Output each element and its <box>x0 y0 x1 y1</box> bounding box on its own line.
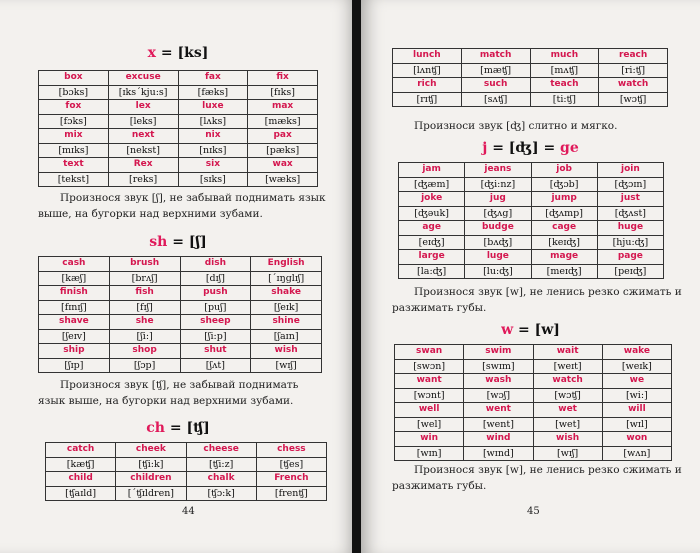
transcription-cell: [fæks] <box>178 85 248 100</box>
word-row <box>39 158 318 173</box>
word-row <box>393 49 668 64</box>
word-cell: match <box>461 49 530 64</box>
j-heading-letter: j <box>482 140 488 156</box>
transcription-cell: [mʌʧ] <box>530 63 599 78</box>
word-cell: ship <box>39 344 110 359</box>
transcription-row <box>399 206 664 221</box>
transcription-cell: [wɪʃ] <box>533 446 602 461</box>
word-cell: job <box>531 163 597 178</box>
transcription-row <box>399 235 664 250</box>
word-cell: well <box>395 403 464 418</box>
x-table <box>38 70 318 187</box>
ch-heading-letter: ch <box>146 420 165 436</box>
transcription-cell: [meɪʤ] <box>531 264 597 279</box>
transcription-cell: [mæʧ] <box>461 63 530 78</box>
word-cell: push <box>180 286 251 301</box>
transcription-cell: [ʧi:z] <box>186 457 256 472</box>
transcription-cell: [leks] <box>108 114 178 129</box>
word-cell: jug <box>465 192 531 207</box>
transcription-cell: [ʧaɪld] <box>46 486 116 501</box>
word-row <box>39 257 322 272</box>
word-cell: wish <box>251 344 322 359</box>
j-heading-sound: = [ʤ] = <box>487 140 561 156</box>
transcription-cell: [rɪʧ] <box>393 92 462 107</box>
transcription-cell: [eɪʤ] <box>399 235 465 250</box>
transcription-row <box>393 63 668 78</box>
transcription-cell: [ʧes] <box>256 457 326 472</box>
transcription-cell: [wɪn] <box>395 446 464 461</box>
transcription-cell: [puʃ] <box>180 300 251 315</box>
word-cell: max <box>248 100 318 115</box>
sh-instruction: Произнося звук [ʃ], не забывай поднимать язык выше, на бугорки над верхними зубами. <box>38 192 326 220</box>
word-cell: fix <box>248 71 318 86</box>
transcription-cell: [ɪks´kju:s] <box>108 85 178 100</box>
transcription-cell: [wel] <box>395 417 464 432</box>
transcription-cell: [weɪk] <box>602 359 671 374</box>
word-cell: went <box>464 403 533 418</box>
word-cell: swan <box>395 345 464 360</box>
word-cell: lex <box>108 100 178 115</box>
word-row <box>39 286 322 301</box>
transcription-cell: [bʌʤ] <box>465 235 531 250</box>
ch-continued-table <box>392 48 668 107</box>
transcription-row <box>399 264 664 279</box>
w-instruction: Произнося звук [w], не ленись резко сжимать и разжимать губы. <box>392 286 682 314</box>
transcription-row <box>39 85 318 100</box>
transcription-row <box>39 300 322 315</box>
word-cell: join <box>597 163 663 178</box>
transcription-cell: [lʌnʧ] <box>393 63 462 78</box>
transcription-row <box>39 358 322 373</box>
transcription-cell: [dɪʃ] <box>180 271 251 286</box>
transcription-cell: [fɔks] <box>39 114 109 129</box>
word-cell: six <box>178 158 248 173</box>
transcription-row <box>39 271 322 286</box>
ch-heading <box>0 420 356 436</box>
ch-heading-sound: = [ʧ] <box>164 420 210 436</box>
word-row <box>39 129 318 144</box>
word-cell: cheese <box>186 443 256 458</box>
transcription-cell: [ʃʌt] <box>180 358 251 373</box>
transcription-cell: [ʤəuk] <box>399 206 465 221</box>
word-row <box>395 345 672 360</box>
word-cell: large <box>399 250 465 265</box>
word-cell: child <box>46 472 116 487</box>
transcription-cell: [wɔʃ] <box>464 388 533 403</box>
word-row <box>395 432 672 447</box>
transcription-cell: [ri:ʧ] <box>599 63 668 78</box>
word-cell: catch <box>46 443 116 458</box>
transcription-row <box>393 92 668 107</box>
transcription-cell: [sʌʧ] <box>461 92 530 107</box>
word-row <box>395 403 672 418</box>
transcription-cell: [swɪm] <box>464 359 533 374</box>
word-row <box>46 443 327 458</box>
transcription-cell: [mæks] <box>248 114 318 129</box>
transcription-cell: [ʧi:k] <box>116 457 186 472</box>
transcription-cell: [reks] <box>108 172 178 187</box>
word-cell: excuse <box>108 71 178 86</box>
transcription-row <box>46 457 327 472</box>
transcription-cell: [peɪʤ] <box>597 264 663 279</box>
transcription-cell: [sɪks] <box>178 172 248 187</box>
word-cell: jump <box>531 192 597 207</box>
word-cell: much <box>530 49 599 64</box>
transcription-row <box>395 446 672 461</box>
x-heading <box>0 45 356 61</box>
word-cell: such <box>461 78 530 93</box>
transcription-cell: [ʃi:p] <box>180 329 251 344</box>
transcription-cell: [ʃeɪk] <box>251 300 322 315</box>
transcription-cell: [lu:ʤ] <box>465 264 531 279</box>
transcription-row <box>399 177 664 192</box>
word-cell: we <box>602 374 671 389</box>
transcription-cell: [hju:ʤ] <box>597 235 663 250</box>
transcription-cell: [ʤi:nz] <box>465 177 531 192</box>
word-row <box>399 221 664 236</box>
word-cell: she <box>109 315 180 330</box>
transcription-cell: [bɔks] <box>39 85 109 100</box>
transcription-cell: [ʃɪp] <box>39 358 110 373</box>
right-page <box>361 0 700 553</box>
word-row <box>39 344 322 359</box>
word-cell: want <box>395 374 464 389</box>
word-cell: Rex <box>108 158 178 173</box>
transcription-cell: [weɪt] <box>533 359 602 374</box>
j-heading <box>361 140 700 156</box>
word-cell: huge <box>597 221 663 236</box>
w-heading-letter: w <box>501 322 514 338</box>
word-cell: wash <box>464 374 533 389</box>
x-heading-letter: x <box>147 45 157 61</box>
transcription-row <box>395 417 672 432</box>
sh-heading-letter: sh <box>149 234 168 250</box>
word-cell: shut <box>180 344 251 359</box>
word-row <box>39 315 322 330</box>
word-cell: wish <box>533 432 602 447</box>
word-cell: swim <box>464 345 533 360</box>
transcription-cell: [brʌʃ] <box>109 271 180 286</box>
word-row <box>395 374 672 389</box>
transcription-cell: [la:ʤ] <box>399 264 465 279</box>
transcription-row <box>39 143 318 158</box>
word-cell: rich <box>393 78 462 93</box>
word-cell: English <box>251 257 322 272</box>
transcription-cell: [lʌks] <box>178 114 248 129</box>
transcription-cell: [pæks] <box>248 143 318 158</box>
word-cell: win <box>395 432 464 447</box>
word-row <box>46 472 327 487</box>
word-cell: watch <box>599 78 668 93</box>
transcription-cell: [ʤɔɪn] <box>597 177 663 192</box>
word-cell: cash <box>39 257 110 272</box>
transcription-cell: [fɪnɪʃ] <box>39 300 110 315</box>
word-cell: jam <box>399 163 465 178</box>
word-cell: lunch <box>393 49 462 64</box>
transcription-cell: [ʃɔp] <box>109 358 180 373</box>
transcription-row <box>46 486 327 501</box>
word-cell: page <box>597 250 663 265</box>
word-cell: wake <box>602 345 671 360</box>
transcription-cell: [wɔnt] <box>395 388 464 403</box>
word-cell: shake <box>251 286 322 301</box>
x-heading-sound: = [ks] <box>156 45 209 61</box>
transcription-cell: [ʤɔb] <box>531 177 597 192</box>
transcription-cell: [frenʧ] <box>256 486 326 501</box>
word-cell: fax <box>178 71 248 86</box>
transcription-row <box>39 329 322 344</box>
word-cell: wax <box>248 158 318 173</box>
word-row <box>393 78 668 93</box>
transcription-cell: [ʃaɪn] <box>251 329 322 344</box>
word-row <box>399 250 664 265</box>
word-cell: nix <box>178 129 248 144</box>
transcription-cell: [nɪks] <box>178 143 248 158</box>
word-cell: fox <box>39 100 109 115</box>
word-cell: luxe <box>178 100 248 115</box>
page-number-right: 45 <box>527 506 540 517</box>
word-cell: dish <box>180 257 251 272</box>
transcription-cell: [´ʧɪldren] <box>116 486 186 501</box>
word-cell: chalk <box>186 472 256 487</box>
transcription-cell: [wʌn] <box>602 446 671 461</box>
transcription-cell: [wɪnd] <box>464 446 533 461</box>
transcription-cell: [ʃi:] <box>109 329 180 344</box>
transcription-cell: [ʤʌst] <box>597 206 663 221</box>
transcription-cell: [wɪʃ] <box>251 358 322 373</box>
word-cell: just <box>597 192 663 207</box>
transcription-row <box>39 114 318 129</box>
word-cell: watch <box>533 374 602 389</box>
transcription-cell: [kæʧ] <box>46 457 116 472</box>
transcription-cell: [keɪʤ] <box>531 235 597 250</box>
transcription-cell: [nekst] <box>108 143 178 158</box>
transcription-cell: [ti:ʧ] <box>530 92 599 107</box>
word-cell: luge <box>465 250 531 265</box>
word-cell: teach <box>530 78 599 93</box>
word-cell: mage <box>531 250 597 265</box>
word-row <box>399 163 664 178</box>
w-heading-sound: = [w] <box>513 322 560 338</box>
word-cell: next <box>108 129 178 144</box>
word-cell: chess <box>256 443 326 458</box>
word-cell: budge <box>465 221 531 236</box>
transcription-cell: [ʧɔ:k] <box>186 486 256 501</box>
transcription-cell: [wi:] <box>602 388 671 403</box>
w-heading <box>361 322 700 338</box>
transcription-cell: [kæʃ] <box>39 271 110 286</box>
transcription-cell: [mɪks] <box>39 143 109 158</box>
transcription-cell: [wɪl] <box>602 417 671 432</box>
transcription-cell: [fɪks] <box>248 85 318 100</box>
word-row <box>399 192 664 207</box>
dzh-instruction: Произноси звук [ʤ] слитно и мягко. <box>414 120 618 132</box>
j-heading-letter2: ge <box>560 140 579 156</box>
word-cell: cheek <box>116 443 186 458</box>
word-cell: won <box>602 432 671 447</box>
transcription-cell: [ʤæm] <box>399 177 465 192</box>
word-cell: text <box>39 158 109 173</box>
transcription-cell: [went] <box>464 417 533 432</box>
sh-table <box>38 256 322 373</box>
word-cell: box <box>39 71 109 86</box>
word-cell: wait <box>533 345 602 360</box>
word-cell: shop <box>109 344 180 359</box>
transcription-row <box>39 172 318 187</box>
word-row <box>39 71 318 86</box>
w-instruction-repeat: Произнося звук [w], не ленись резко сжимать и разжимать губы. <box>392 464 682 492</box>
word-row <box>39 100 318 115</box>
transcription-cell: [wæks] <box>248 172 318 187</box>
page-number-left: 44 <box>182 506 195 517</box>
transcription-cell: [ʃeɪv] <box>39 329 110 344</box>
transcription-cell: [tekst] <box>39 172 109 187</box>
transcription-cell: [ʤʌmp] <box>531 206 597 221</box>
word-cell: finish <box>39 286 110 301</box>
word-cell: mix <box>39 129 109 144</box>
transcription-cell: [wɔʧ] <box>599 92 668 107</box>
sh-heading <box>0 234 356 250</box>
transcription-cell: [ʤʌg] <box>465 206 531 221</box>
word-cell: will <box>602 403 671 418</box>
word-cell: pax <box>248 129 318 144</box>
transcription-cell: [swɔn] <box>395 359 464 374</box>
word-cell: children <box>116 472 186 487</box>
word-cell: reach <box>599 49 668 64</box>
transcription-row <box>395 359 672 374</box>
ch-table <box>45 442 327 501</box>
word-cell: wind <box>464 432 533 447</box>
word-cell: cage <box>531 221 597 236</box>
word-cell: shine <box>251 315 322 330</box>
transcription-cell: [wet] <box>533 417 602 432</box>
transcription-cell: [fɪʃ] <box>109 300 180 315</box>
word-cell: sheep <box>180 315 251 330</box>
j-table <box>398 162 664 279</box>
ch-instruction: Произнося звук [ʧ], не забывай поднимать язык выше, на бугорки над верхними зубами. <box>38 379 299 407</box>
word-cell: jeans <box>465 163 531 178</box>
transcription-cell: [wɔʧ] <box>533 388 602 403</box>
word-cell: fish <box>109 286 180 301</box>
word-cell: French <box>256 472 326 487</box>
word-cell: brush <box>109 257 180 272</box>
word-cell: wet <box>533 403 602 418</box>
w-table <box>394 344 672 461</box>
sh-heading-sound: = [ʃ] <box>167 234 207 250</box>
word-cell: joke <box>399 192 465 207</box>
transcription-cell: [´ɪŋglɪʃ] <box>251 271 322 286</box>
word-cell: shave <box>39 315 110 330</box>
word-cell: age <box>399 221 465 236</box>
transcription-row <box>395 388 672 403</box>
